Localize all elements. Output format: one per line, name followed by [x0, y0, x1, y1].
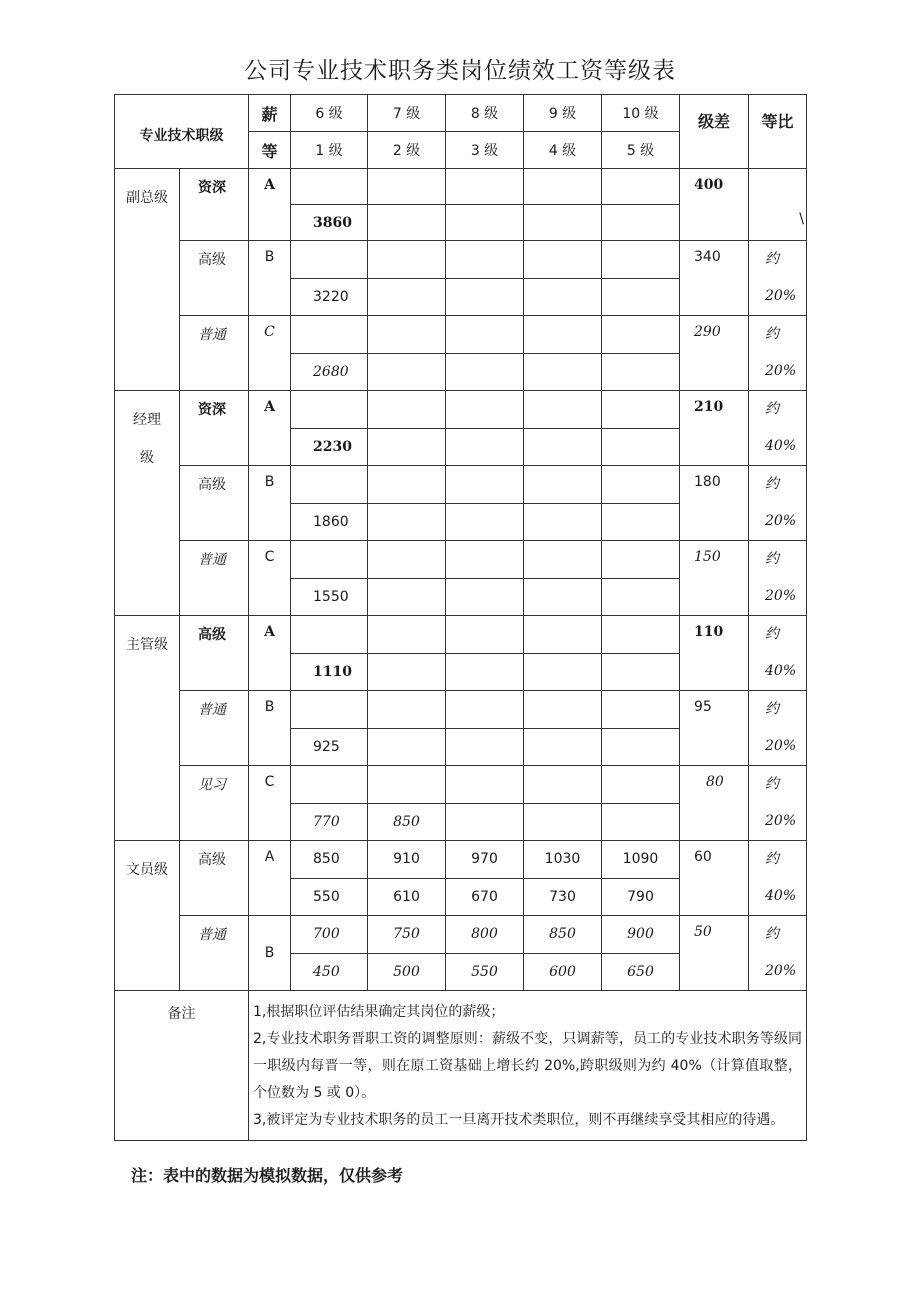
- ratio-value: 20%: [765, 738, 797, 754]
- notes-content: [249, 991, 807, 1141]
- salary-value: 1090: [602, 841, 680, 879]
- salary-grade-table: [114, 94, 807, 1141]
- salary-value: 910: [368, 841, 446, 879]
- level-label: 资深: [180, 169, 249, 241]
- grade-label: A: [249, 616, 291, 691]
- diff-value: 60: [680, 841, 749, 916]
- ratio-prefix: 约: [765, 776, 779, 792]
- diff-value: 95: [680, 691, 749, 766]
- salary-value: 850: [368, 803, 446, 841]
- ratio-cell: [749, 841, 807, 916]
- ratio-prefix: 约: [765, 476, 779, 492]
- ratio-value: 20%: [765, 363, 797, 379]
- ratio-cell: [749, 316, 807, 391]
- salary-value: 610: [368, 878, 446, 916]
- note-3: 3,被评定为专业技术职务的员工一旦离开技术类职位，则不再继续享受其相应的待遇。: [253, 1112, 785, 1128]
- level-label: 高级: [180, 241, 249, 316]
- ratio-cell: [749, 169, 807, 241]
- grade-label: C: [249, 541, 291, 616]
- header-level-3: 3 级: [446, 132, 524, 169]
- ratio-value: 20%: [765, 513, 797, 529]
- ratio-cell: [749, 691, 807, 766]
- ratio-value: 20%: [765, 288, 797, 304]
- header-grade-top: 薪: [249, 95, 291, 132]
- salary-value: 450: [291, 953, 368, 991]
- salary-value: 700: [291, 916, 368, 954]
- grade-label: C: [249, 766, 291, 841]
- level-label: 普通: [180, 691, 249, 766]
- ratio-value: 20%: [765, 813, 797, 829]
- ratio-cell: [749, 766, 807, 841]
- footnote: 注：表中的数据为模拟数据，仅供参考: [131, 1166, 404, 1185]
- salary-value: 1030: [524, 841, 602, 879]
- salary-value: 600: [524, 953, 602, 991]
- header-level-5: 5 级: [602, 132, 680, 169]
- salary-value: 3220: [291, 278, 368, 316]
- header-diff: 级差: [680, 95, 749, 169]
- diff-value: 400: [680, 169, 749, 241]
- diff-value: 110: [680, 616, 749, 691]
- header-level-4: 4 级: [524, 132, 602, 169]
- header-level-1: 1 级: [291, 132, 368, 169]
- diff-value: 340: [680, 241, 749, 316]
- salary-value: 670: [446, 878, 524, 916]
- ratio-cell: [749, 241, 807, 316]
- diff-value: 50: [680, 916, 749, 991]
- ratio-prefix: 约: [765, 551, 779, 567]
- salary-value: 925: [291, 728, 368, 766]
- diff-value: 150: [680, 541, 749, 616]
- group-manager: [115, 391, 180, 616]
- diff-value: 80: [680, 766, 749, 841]
- salary-value: 550: [446, 953, 524, 991]
- level-label: 见习: [180, 766, 249, 841]
- salary-value: 900: [602, 916, 680, 954]
- header-ratio: 等比: [749, 95, 807, 169]
- grade-label: C: [249, 316, 291, 391]
- ratio-value: 40%: [765, 888, 797, 904]
- salary-value: 1860: [291, 503, 368, 541]
- page-title: 公司专业技术职务类岗位绩效工资等级表: [244, 58, 676, 84]
- group-clerk: 文员级: [115, 841, 180, 991]
- salary-value: 1110: [291, 653, 368, 691]
- ratio-value: 40%: [765, 663, 797, 679]
- header-level-9: 9 级: [524, 95, 602, 132]
- grade-label: B: [249, 241, 291, 316]
- diff-value: 290: [680, 316, 749, 391]
- ratio-prefix: 约: [765, 701, 779, 717]
- ratio-value: 20%: [765, 588, 797, 604]
- level-label: 高级: [180, 466, 249, 541]
- ratio-prefix: 约: [765, 326, 779, 342]
- salary-value: 790: [602, 878, 680, 916]
- salary-value: 1550: [291, 578, 368, 616]
- level-label: 普通: [180, 916, 249, 991]
- header-grade-bottom: 等: [249, 132, 291, 169]
- level-label: 资深: [180, 391, 249, 466]
- salary-value: 730: [524, 878, 602, 916]
- header-category: 专业技术职级: [115, 95, 249, 169]
- header-level-2: 2 级: [368, 132, 446, 169]
- grade-label: B: [249, 916, 291, 991]
- ratio-cell: [749, 916, 807, 991]
- salary-value: 850: [291, 841, 368, 879]
- ratio-prefix: 约: [765, 251, 779, 267]
- salary-value: 970: [446, 841, 524, 879]
- grade-label: B: [249, 466, 291, 541]
- salary-value: 800: [446, 916, 524, 954]
- ratio-cell: [749, 391, 807, 466]
- diff-value: 180: [680, 466, 749, 541]
- salary-value: 770: [291, 803, 368, 841]
- salary-value: 500: [368, 953, 446, 991]
- group-supervisor: 主管级: [115, 616, 180, 841]
- note-1: 1,根据职位评估结果确定其岗位的薪级；: [253, 1004, 505, 1020]
- group-name-line1: 经理: [133, 412, 161, 428]
- header-level-6: 6 级: [291, 95, 368, 132]
- grade-label: A: [249, 841, 291, 916]
- level-label: 高级: [180, 841, 249, 916]
- ratio-cell: [749, 616, 807, 691]
- grade-label: A: [249, 169, 291, 241]
- header-level-10: 10 级: [602, 95, 680, 132]
- group-name-line2: 级: [140, 450, 154, 466]
- ratio-cell: [749, 466, 807, 541]
- header-level-8: 8 级: [446, 95, 524, 132]
- level-label: 高级: [180, 616, 249, 691]
- salary-value: 750: [368, 916, 446, 954]
- notes-label: 备注: [115, 991, 249, 1141]
- ratio-value: 40%: [765, 438, 797, 454]
- salary-value: 650: [602, 953, 680, 991]
- salary-value: 2230: [291, 428, 368, 466]
- grade-label: B: [249, 691, 291, 766]
- salary-value: 3860: [291, 205, 368, 241]
- salary-value: 550: [291, 878, 368, 916]
- group-vp: 副总级: [115, 169, 180, 391]
- slash-mark: \: [799, 211, 804, 227]
- salary-value: 850: [524, 916, 602, 954]
- ratio-cell: [749, 541, 807, 616]
- diff-value: 210: [680, 391, 749, 466]
- ratio-prefix: 约: [765, 926, 779, 942]
- ratio-prefix: 约: [765, 851, 779, 867]
- note-2: 2,专业技术职务晋职工资的调整原则：薪级不变，只调薪等，员工的专业技术职务等级同一职级内每晋一等，则在原工资基础上增长约 20%,跨职级则为约 40%（计算值取整，个位数为 5 或 0）。: [253, 1031, 802, 1101]
- level-label: 普通: [180, 316, 249, 391]
- level-label: 普通: [180, 541, 249, 616]
- salary-value: 2680: [291, 353, 368, 391]
- header-level-7: 7 级: [368, 95, 446, 132]
- grade-label: A: [249, 391, 291, 466]
- ratio-value: 20%: [765, 963, 797, 979]
- ratio-prefix: 约: [765, 626, 779, 642]
- ratio-prefix: 约: [765, 401, 779, 417]
